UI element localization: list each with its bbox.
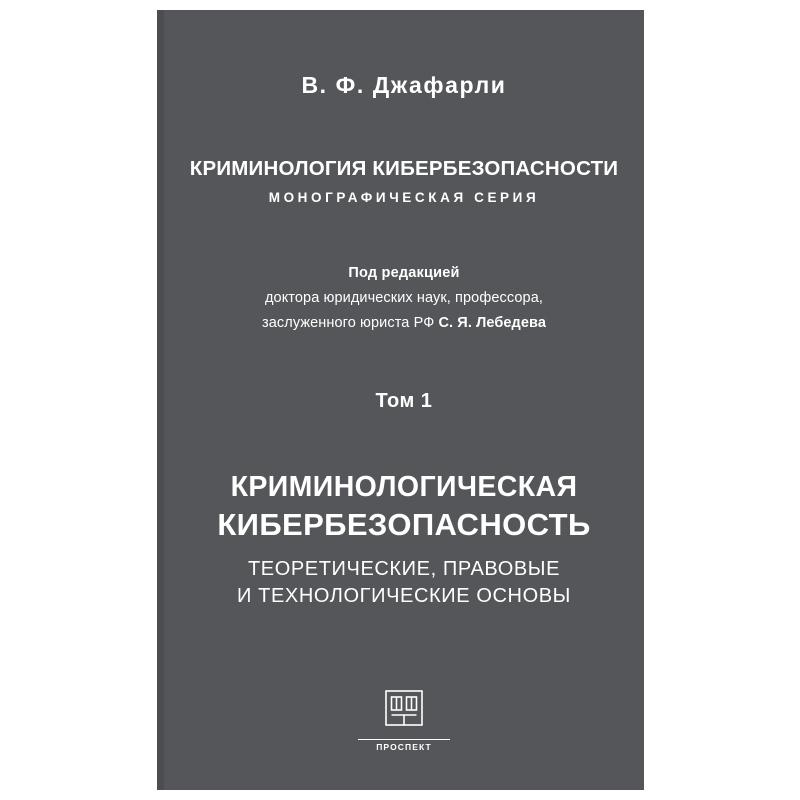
author-name: В. Ф. Джафарли — [301, 72, 507, 98]
editor-label: Под редакцией — [348, 265, 460, 281]
subtitle-line-1: ТЕОРЕТИЧЕСКИЕ, ПРАВОВЫЕ — [247, 558, 561, 581]
subtitle — [188, 556, 620, 609]
series-subtitle: МОНОГРАФИЧЕСКАЯ СЕРИЯ — [268, 190, 540, 205]
editor-credentials-prefix: заслуженного юриста РФ — [262, 314, 439, 331]
cover-content — [164, 10, 644, 790]
editor-name: С. Я. Лебедева — [438, 314, 546, 331]
publisher-logo — [164, 685, 644, 752]
logo-divider — [358, 739, 450, 740]
subtitle-line-2: И ТЕХНОЛОГИЧЕСКИЕ ОСНОВЫ — [237, 584, 571, 607]
volume-label: Том 1 — [375, 390, 433, 413]
editor-credentials-line-1: доктора юридических наук, профессора, — [264, 289, 544, 306]
editor-credentials-line-2 — [188, 313, 620, 335]
book-cover — [157, 10, 644, 790]
publisher-name: ПРОСПЕКТ — [376, 742, 432, 752]
editor-block — [188, 263, 620, 334]
series-title: КРИМИНОЛОГИЯ КИБЕРБЕЗОПАСНОСТИ — [189, 157, 619, 180]
main-title-line-1: КРИМИНОЛОГИЧЕСКАЯ — [230, 471, 578, 504]
main-title — [188, 471, 620, 543]
cover-spine-strip — [157, 10, 164, 790]
main-title-line-2: КИБЕРБЕЗОПАСНОСТЬ — [217, 506, 591, 542]
building-columns-icon — [358, 685, 450, 731]
